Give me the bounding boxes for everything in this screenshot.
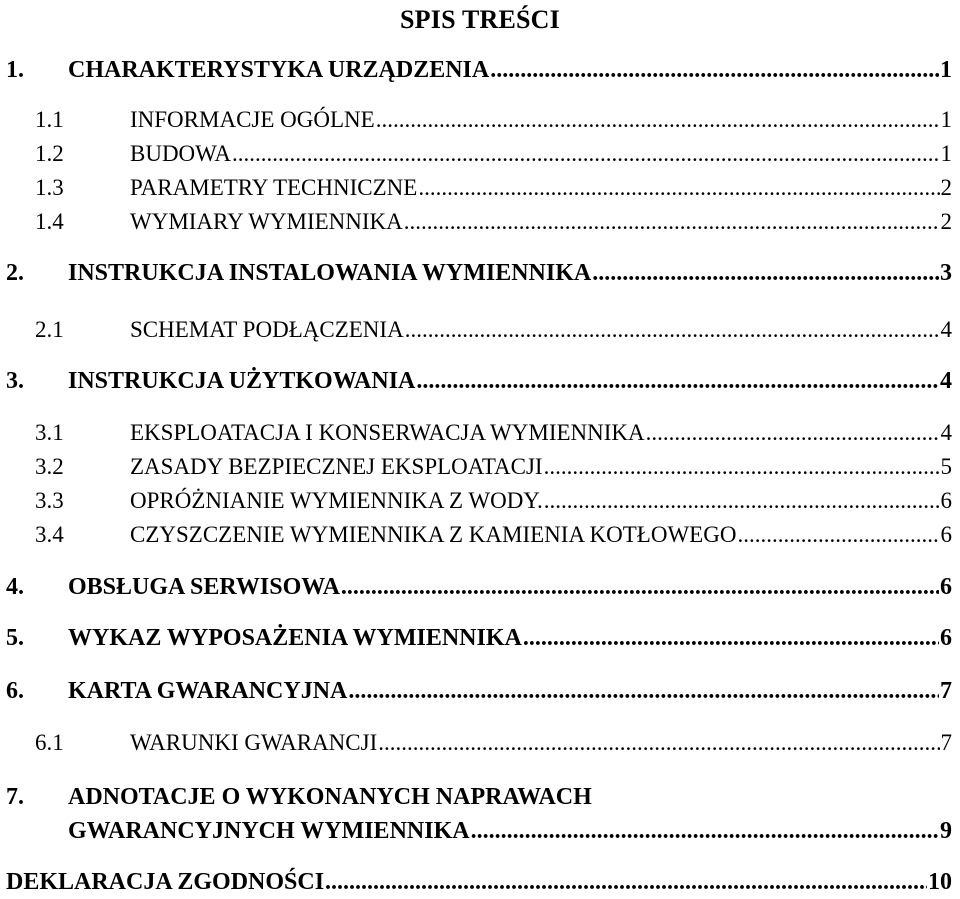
toc-entry-title: WYKAZ WYPOSAŻENIA WYMIENNIKA <box>68 625 522 651</box>
toc-page-number: 4 <box>940 420 952 445</box>
toc-entry-title: CHARAKTERYSTYKA URZĄDZENIA <box>68 57 490 83</box>
toc-page-number: 5 <box>940 454 952 479</box>
toc-entry-title: CZYSZCZENIE WYMIENNIKA Z KAMIENIA KOTŁOWEGO <box>130 522 737 547</box>
toc-entry-7-continuation[interactable] <box>0 814 960 848</box>
toc-entry-number: 2.1 <box>35 317 64 342</box>
toc-entry-2[interactable] <box>0 256 960 290</box>
toc-entry-1-1[interactable] <box>0 103 960 137</box>
toc-entry-1-2[interactable] <box>0 137 960 171</box>
toc-page-number: 4 <box>940 317 952 342</box>
toc-entry-number: 5. <box>6 625 24 651</box>
toc-entry-2-1[interactable] <box>0 313 960 347</box>
toc-page-number: 6 <box>940 522 952 547</box>
toc-entry-number: 1.4 <box>35 209 64 234</box>
toc-entry-title: OPRÓŻNIANIE WYMIENNIKA Z WODY. <box>130 488 543 513</box>
toc-entry-number: 3.2 <box>35 454 64 479</box>
toc-page-number: 1 <box>940 107 952 132</box>
toc-dot-leader <box>523 621 939 655</box>
toc-entry-1-3[interactable] <box>0 171 960 205</box>
toc-dot-leader <box>348 674 939 708</box>
toc-page-number: 6 <box>940 625 952 651</box>
toc-page-number: 9 <box>940 818 952 844</box>
toc-entry-title: INSTRUKCJA UŻYTKOWANIA <box>68 368 416 394</box>
toc-entry-title-line1: ADNOTACJE O WYKONANYCH NAPRAWACH <box>68 784 592 810</box>
toc-entry-number: 2. <box>6 260 24 286</box>
toc-entry-7[interactable] <box>0 780 960 814</box>
toc-entry-1-4[interactable] <box>0 205 960 239</box>
toc-entry-title: KARTA GWARANCYJNA <box>68 678 348 704</box>
toc-page-number: 7 <box>940 730 952 755</box>
toc-entry-title: WYMIARY WYMIENNIKA <box>130 209 403 234</box>
toc-page-number: 6 <box>940 488 952 513</box>
toc-entry-number: 6.1 <box>35 730 64 755</box>
toc-entry-number: 3.4 <box>35 522 64 547</box>
toc-entry-title: WARUNKI GWARANCJI <box>130 730 378 755</box>
toc-entry-number: 1.3 <box>35 175 64 200</box>
toc-heading: SPIS TREŚCI <box>400 5 560 34</box>
toc-entry-deklaracja[interactable] <box>0 865 960 899</box>
toc-entry-6[interactable] <box>0 674 960 708</box>
toc-page-number: 10 <box>928 869 952 895</box>
toc-page-number: 2 <box>940 209 952 234</box>
toc-entry-title: ZASADY BEZPIECZNEJ EKSPLOATACJI <box>130 454 543 479</box>
toc-dot-leader <box>341 570 939 604</box>
toc-entry-title: EKSPLOATACJA I KONSERWACJA WYMIENNIKA <box>130 420 645 445</box>
toc-dot-leader <box>737 518 939 552</box>
toc-dot-leader <box>471 814 939 848</box>
toc-entry-title-line2: GWARANCYJNYCH WYMIENNIKA <box>68 818 470 844</box>
toc-entry-number: 1.2 <box>35 141 64 166</box>
toc-dot-leader <box>325 865 927 899</box>
toc-page-number: 1 <box>940 141 952 166</box>
toc-entry-3-4[interactable] <box>0 518 960 552</box>
toc-entry-title: INSTRUKCJA INSTALOWANIA WYMIENNIKA <box>68 260 592 286</box>
toc-dot-leader <box>418 171 939 205</box>
toc-dot-leader <box>592 256 939 290</box>
toc-entry-title: INFORMACJE OGÓLNE <box>130 107 375 132</box>
toc-entry-3[interactable] <box>0 364 960 398</box>
toc-page-number: 4 <box>940 368 952 394</box>
toc-entry-number: 3. <box>6 368 24 394</box>
toc-entry-3-2[interactable] <box>0 450 960 484</box>
toc-entry-number: 3.1 <box>35 420 64 445</box>
toc-entry-number: 4. <box>6 574 24 600</box>
toc-entry-title: BUDOWA <box>130 141 231 166</box>
toc-dot-leader <box>404 205 940 239</box>
toc-dot-leader <box>405 313 940 347</box>
toc-entry-3-1[interactable] <box>0 416 960 450</box>
toc-dot-leader <box>232 137 940 171</box>
toc-dot-leader <box>490 53 939 87</box>
toc-dot-leader <box>544 450 940 484</box>
toc-entry-number: 7. <box>6 784 24 810</box>
toc-entry-1[interactable] <box>0 53 960 87</box>
toc-dot-leader <box>416 364 939 398</box>
toc-page-number: 1 <box>940 57 952 83</box>
toc-entry-5[interactable] <box>0 621 960 655</box>
toc-entry-number: 6. <box>6 678 24 704</box>
toc-entry-title: OBSŁUGA SERWISOWA <box>68 574 340 600</box>
toc-dot-leader <box>646 416 940 450</box>
toc-entry-6-1[interactable] <box>0 726 960 760</box>
toc-dot-leader <box>544 484 940 518</box>
toc-entry-title: SCHEMAT PODŁĄCZENIA <box>130 317 404 342</box>
toc-entry-title: PARAMETRY TECHNICZNE <box>130 175 418 200</box>
toc-dot-leader <box>378 726 939 760</box>
toc-page-number: 7 <box>940 678 952 704</box>
toc-entry-title: DEKLARACJA ZGODNOŚCI <box>6 869 325 895</box>
toc-entry-4[interactable] <box>0 570 960 604</box>
toc-entry-3-3[interactable] <box>0 484 960 518</box>
toc-entry-number: 1.1 <box>35 107 64 132</box>
toc-page-number: 2 <box>940 175 952 200</box>
toc-page-number: 3 <box>940 260 952 286</box>
toc-page-number: 6 <box>940 574 952 600</box>
toc-entry-number: 3.3 <box>35 488 64 513</box>
toc-dot-leader <box>376 103 940 137</box>
toc-entry-number: 1. <box>6 57 24 83</box>
